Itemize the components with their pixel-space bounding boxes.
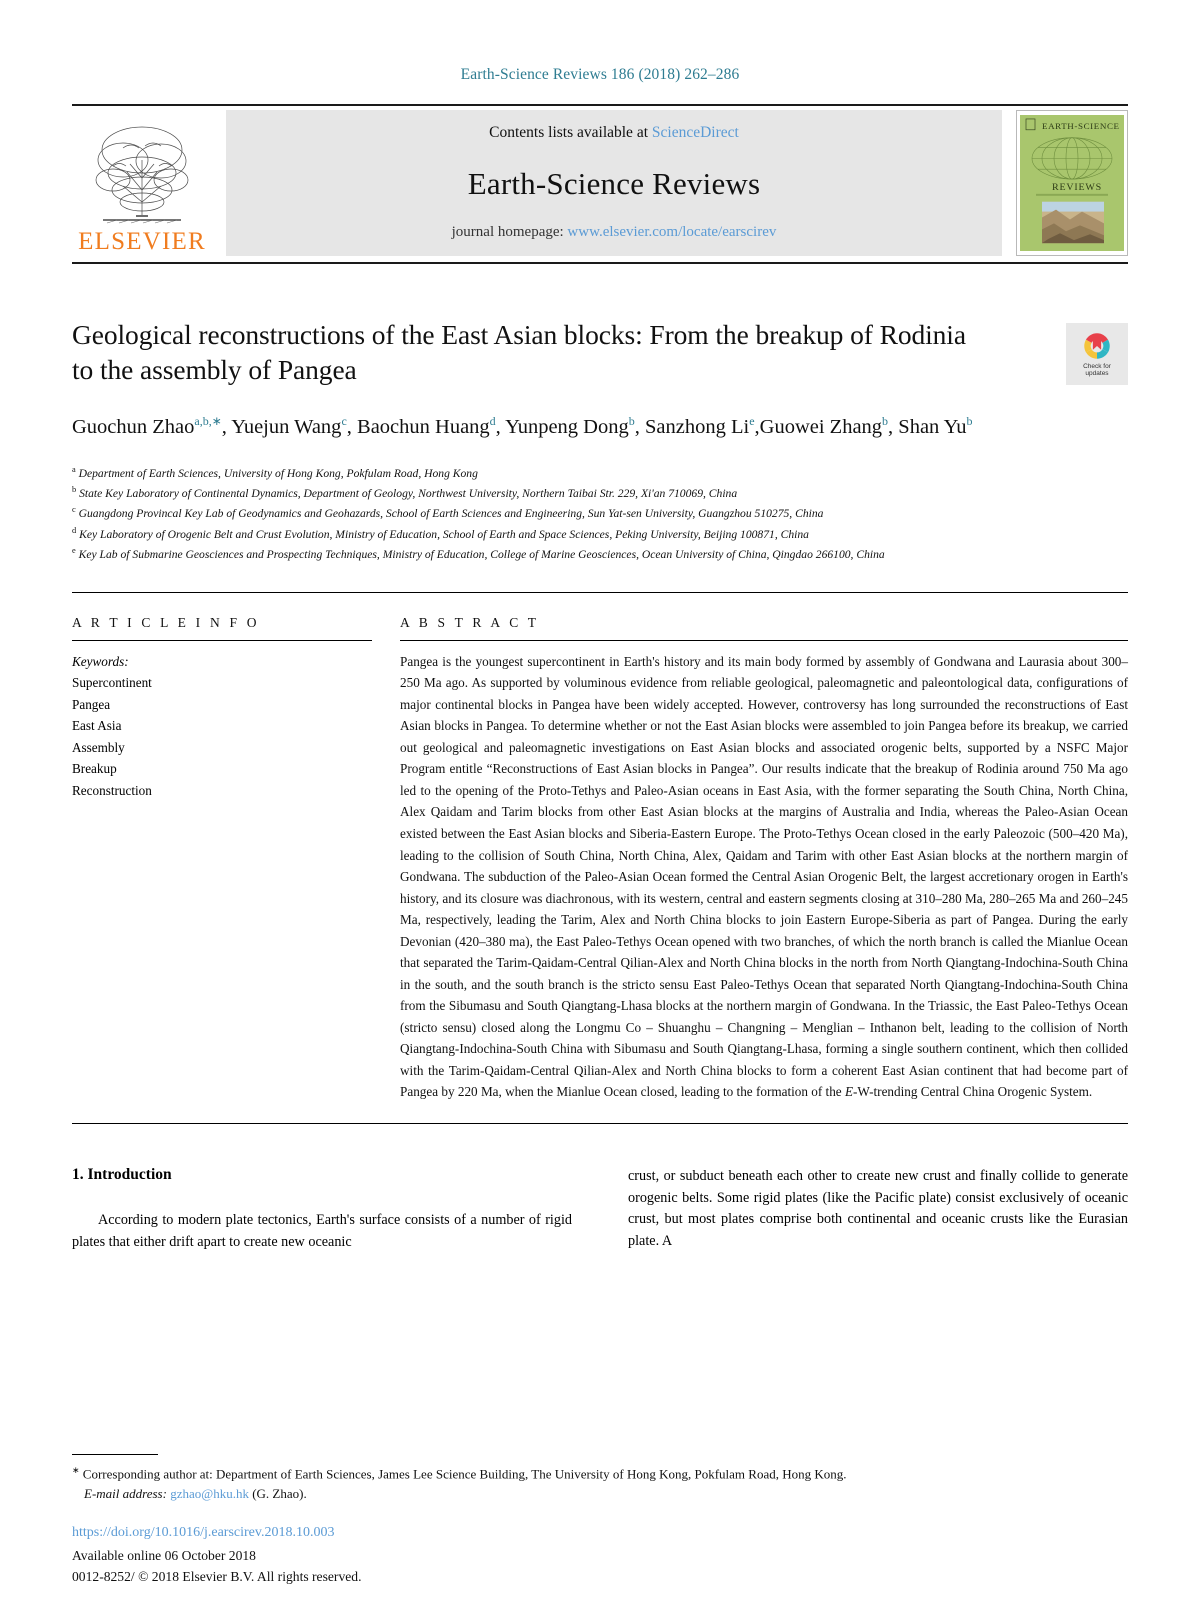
author-affiliation-mark: c xyxy=(341,414,347,429)
article-info-column xyxy=(72,615,372,1103)
author-affiliation-mark: a,b,∗ xyxy=(194,414,222,429)
contents-line xyxy=(226,124,1002,142)
affiliation-text: State Key Laboratory of Continental Dynamics, Department of Geology, Northwest University, Northern Taibai Str. 229, Xi'an 710069, China xyxy=(76,487,738,501)
crossmark-line2: updates xyxy=(1085,370,1109,377)
abstract-bottom-divider xyxy=(72,1123,1128,1124)
journal-info-box xyxy=(226,110,1002,256)
keyword-item: Assembly xyxy=(72,739,125,755)
introduction-heading: 1. Introduction xyxy=(72,1165,172,1183)
author-name: Shan Yu xyxy=(898,416,967,439)
author-name: Yunpeng Dong xyxy=(505,416,629,439)
keyword-item: Pangea xyxy=(72,696,111,712)
journal-title: Earth-Science Reviews xyxy=(467,165,761,201)
affiliation-list xyxy=(72,463,1128,564)
keyword-item: East Asia xyxy=(72,718,122,734)
author-name: Sanzhong Li xyxy=(644,416,750,439)
author-affiliation-mark: b xyxy=(966,414,973,429)
info-abstract-columns xyxy=(72,615,1128,1103)
journal-cover-thumbnail xyxy=(1016,110,1128,256)
running-head: Earth-Science Reviews 186 (2018) 262–286 xyxy=(460,66,740,83)
affiliation-mark: a xyxy=(72,465,76,474)
email-suffix: (G. Zhao). xyxy=(252,1485,307,1501)
affiliation-text: Key Lab of Submarine Geosciences and Prospecting Techniques, Ministry of Education, College of Marine Geosciences, Ocean University of China, Qingdao 266100, China xyxy=(75,547,885,561)
abstract-body xyxy=(400,651,1128,1103)
corresponding-mark: ∗ xyxy=(72,1465,80,1476)
introduction-section xyxy=(72,1166,1128,1254)
cover-graphic xyxy=(1020,115,1124,251)
copyright-line: 0012-8252/ © 2018 Elsevier B.V. All rights reserved. xyxy=(72,1568,362,1584)
author-affiliation-mark: e xyxy=(749,414,755,429)
contents-prefix: Contents lists available at xyxy=(489,124,649,141)
abstract-text-part2: -W-trending Central China Orogenic System. xyxy=(853,1084,1093,1100)
abstract-heading: A B S T R A C T xyxy=(400,614,540,630)
svg-text:EARTH-SCIENCE: EARTH-SCIENCE xyxy=(1042,120,1120,131)
elsevier-wordmark: ELSEVIER xyxy=(78,228,206,255)
author-name: Guowei Zhang xyxy=(759,416,883,439)
affiliation-mark: c xyxy=(72,505,76,515)
elsevier-logo xyxy=(72,110,212,256)
article-info-rule xyxy=(72,640,372,641)
author-name: Yuejun Wang xyxy=(231,416,342,439)
affiliation-mark: d xyxy=(72,525,77,535)
author-affiliation-mark: b xyxy=(628,414,635,429)
article-info-heading: A R T I C L E I N F O xyxy=(72,614,260,630)
abstract-text-part1: Pangea is the youngest supercontinent in Earth's history and its main body formed by assembly of Gondwana and Laurasia about 300–250 Ma ago. As supported by voluminous evidence from reliable geological, paleomagnetic and paleontological data, configurations of major continental blocks in Pangea have been widely accepted. However, controversy has long surrounded the reconstructions of East Asian blocks in Pangea. To determine whether or not the East Asian blocks were assembled to join Pangea before its breakup, we carried out geological and paleomagnetic investigations on East Asian blocks and associated orogenic belts, supported by a NSFC Major Program entitle “Reconstructions of East Asian blocks in Pangea”. Our results indicate that the breakup of Rodinia around 750 Ma ago led to the opening of the Proto-Tethys and Paleo-Asian oceans in East Asia, with the former separating the South China, North China, Alex Qaidam and Tarim blocks from other East Asian blocks at the margins of Australia and India, whereas the Paleo-Asian Ocean existed between the East Asian blocks and Siberia-Eastern Europe. The Proto-Tethys Ocean closed in the early Paleozoic (500–420 Ma), leading to the collision of South China, North China, Alex, Qaidam and Tarim with other East Asian blocks at the northern margin of Gondwana. The subduction of the Paleo-Asian Ocean formed the Central Asian Orogenic Belt, the largest accretionary orogen in Earth's history, and its closure was diachronous, with its western, central and eastern segments closing at 310–280 Ma, 280–265 Ma and 260–245 Ma, respectively, leading the Tarim, Alex and North China blocks to join Eastern Europe-Siberia as part of Pangea. During the early Devonian (420–380 ma), the East Paleo-Tethys Ocean opened with two branches, of which the north branch is called the Mianlue Ocean that separated the Tarim-Qaidam-Central Qilian-Alex and North China blocks in the north from North Qiangtang-Indochina-South China in the south, and the south branch is the stricto sensu East Paleo-Tethys Ocean that separated North Qiangtang-Indochina-South China from the Sibumasu and South Qiangtang-Lhasa blocks at the northern margin of Gondwana. In the Triassic, the East Paleo-Tethys Ocean (stricto sensu) closed along the Longmu Co – Shuanghu – Changning – Menglian – Inthanon belt, leading to the collision of North Qiangtang-Indochina-South China with Sibumasu and South Qiangtang-Lhasa, forming a single southern continent, which then collided with the Tarim-Qaidam-Central Qilian-Alex and North China blocks to form a coherent East Asian continent that had become part of Pangea by 220 Ma, when the Mianlue Ocean closed, leading to the formation of the xyxy=(400,653,1128,1100)
abstract-text-italic: E xyxy=(844,1084,854,1100)
keyword-item: Breakup xyxy=(72,761,117,777)
affiliation-text: Department of Earth Sciences, University of Hong Kong, Pokfulam Road, Hong Kong xyxy=(75,466,478,480)
crossmark-badge[interactable] xyxy=(1066,323,1128,385)
affiliation-mark: b xyxy=(72,485,77,495)
keyword-item: Reconstruction xyxy=(72,782,152,798)
email-label: E-mail address: xyxy=(84,1485,167,1501)
masthead-bottom-rule xyxy=(72,262,1128,264)
corresponding-author-note xyxy=(72,1464,1072,1484)
introduction-left-column xyxy=(72,1166,572,1254)
affiliation-text: Key Laboratory of Orogenic Belt and Crust Evolution, Ministry of Education, School of Earth and Space Sciences, Peking University, Beijing 100871, China xyxy=(76,527,809,541)
svg-text:REVIEWS: REVIEWS xyxy=(1052,181,1102,193)
keyword-item: Supercontinent xyxy=(72,675,152,691)
journal-homepage-link[interactable]: www.elsevier.com/locate/earscirev xyxy=(567,224,777,240)
author-affiliation-mark: d xyxy=(489,414,496,429)
masthead-region xyxy=(0,104,1200,264)
journal-cover-art xyxy=(1020,115,1124,251)
author-name: Guochun Zhao xyxy=(72,416,195,439)
masthead xyxy=(72,110,1128,256)
sciencedirect-link[interactable]: ScienceDirect xyxy=(651,124,739,141)
masthead-top-rule xyxy=(72,104,1128,106)
available-online: Available online 06 October 2018 xyxy=(72,1548,256,1564)
affiliation-item xyxy=(72,524,1128,544)
footnote-block xyxy=(72,1454,1072,1503)
elsevier-tree-icon xyxy=(83,120,201,228)
crossmark-line1: Check for xyxy=(1083,362,1111,370)
crossmark-icon xyxy=(1082,331,1112,361)
publication-info xyxy=(72,1546,361,1587)
email-note xyxy=(72,1484,1072,1503)
homepage-prefix: journal homepage: xyxy=(451,224,564,240)
abstract-rule xyxy=(400,640,1128,641)
affiliation-item xyxy=(72,483,1128,503)
doi-link-wrap xyxy=(72,1525,334,1541)
crossmark-label xyxy=(1083,363,1111,378)
keywords-label: Keywords: xyxy=(72,653,129,669)
introduction-paragraph-left: According to modern plate tectonics, Earth's surface consists of a number of rigid plates that either drift apart to create new oceanic xyxy=(72,1211,572,1250)
affiliation-item xyxy=(72,544,1128,564)
affiliation-item xyxy=(72,503,1128,523)
author-name: Baochun Huang xyxy=(357,416,490,439)
corresponding-text: Corresponding author at: Department of Earth Sciences, James Lee Science Building, The University of Hong Kong, Pokfulam Road, Hong Kong. xyxy=(82,1466,847,1482)
doi-link[interactable]: https://doi.org/10.1016/j.earscirev.2018.10.003 xyxy=(72,1525,335,1540)
affiliation-item xyxy=(72,463,1128,483)
info-divider xyxy=(72,592,1128,593)
page-title: Geological reconstructions of the East Asian blocks: From the breakup of Rodinia to the assembly of Pangea xyxy=(72,319,966,385)
affiliation-text: Guangdong Provincal Key Lab of Geodynamics and Geohazards, School of Earth Sciences and Engineering, Sun Yat-sen University, Guangzhou 510275, China xyxy=(75,507,824,521)
footnote-rule xyxy=(72,1454,158,1455)
email-link[interactable]: gzhao@hku.hk xyxy=(170,1485,249,1501)
author-list: Guochun Zhao$^{a,b,∗}$, Yuejun Wang$^c$, Baochun Huang$^d$, Yunpeng Dong$^b$, Sanzhong Li$^e$,Guowei Zhang$^b$, Shan Yu$^b$ xyxy=(72,414,973,439)
homepage-line xyxy=(226,224,1002,241)
introduction-right-column xyxy=(628,1166,1128,1254)
author-affiliation-mark: b xyxy=(882,414,889,429)
abstract-column xyxy=(400,615,1128,1103)
article-content xyxy=(0,318,1200,1253)
affiliation-mark: e xyxy=(72,545,76,555)
keywords-list xyxy=(72,672,372,801)
introduction-paragraph-right: crust, or subduct beneath each other to create new crust and finally collide to generate orogenic belts. Some rigid plates (like the Pacific plate) consist exclusively of oceanic crust, but most plates comprise both continental and oceanic crusts like the Eurasian plate. A xyxy=(628,1167,1128,1250)
